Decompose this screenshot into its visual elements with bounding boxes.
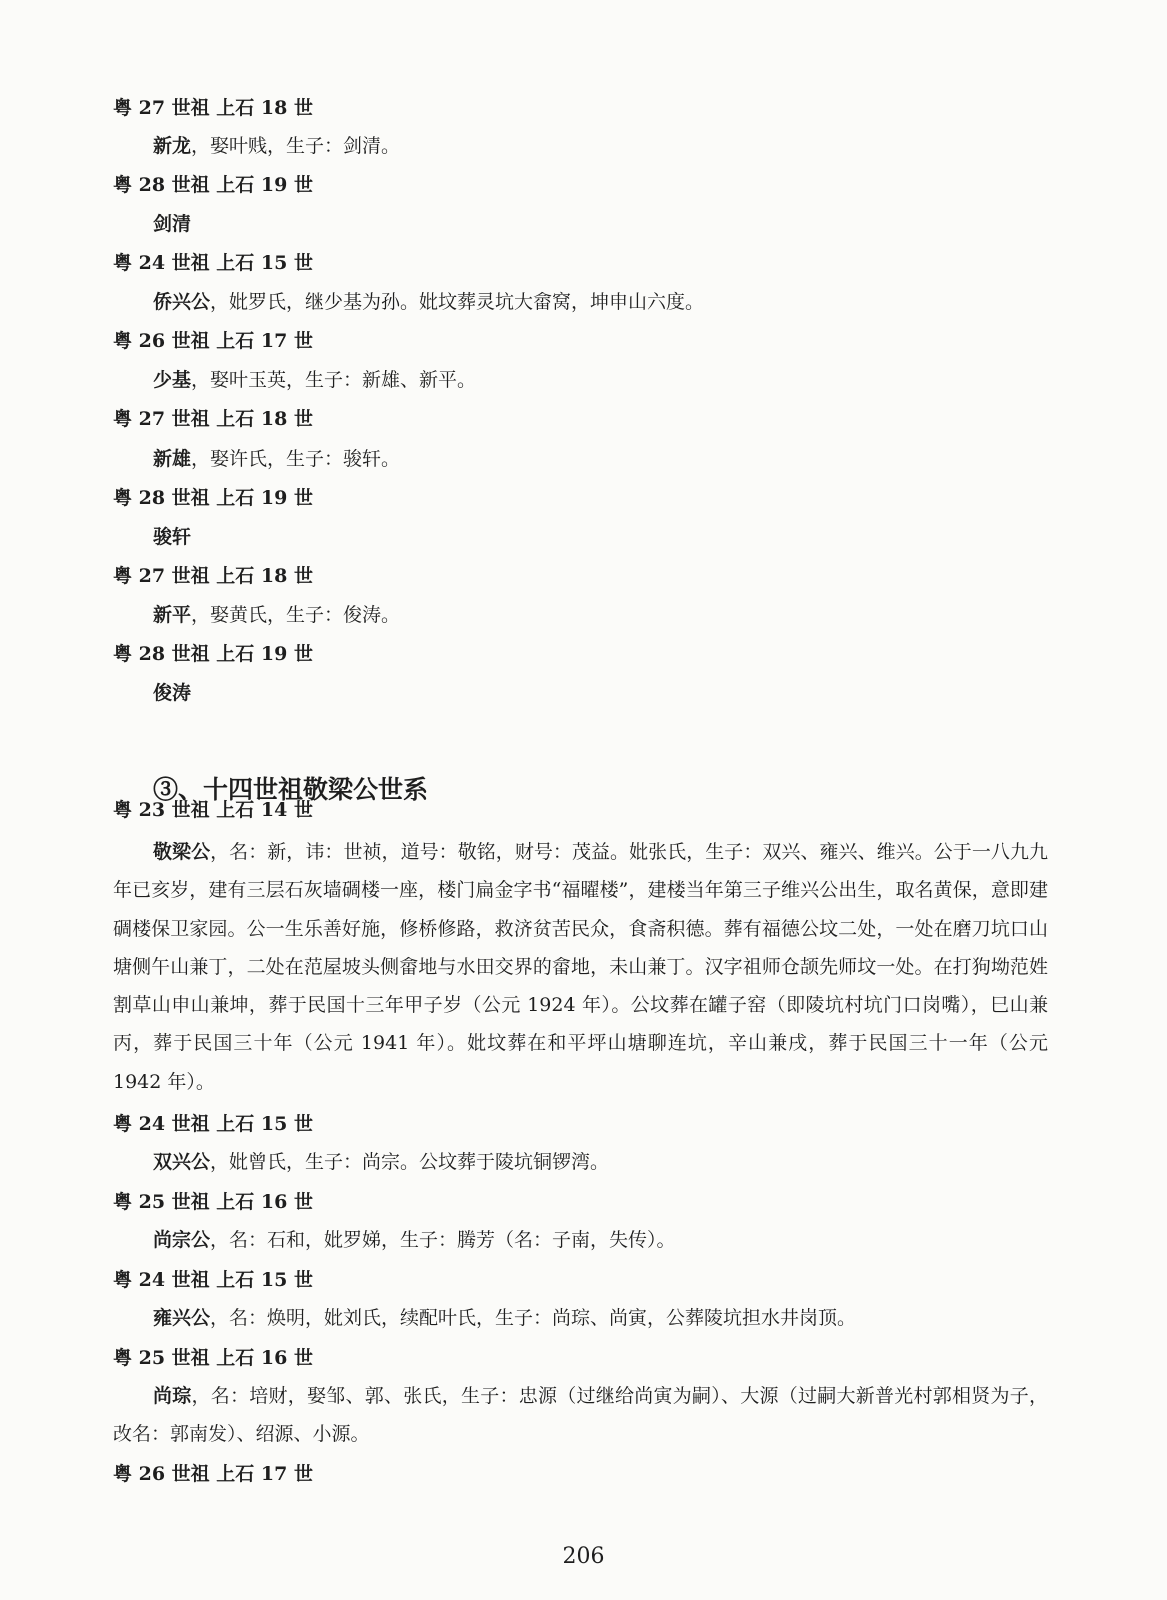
paragraph-text: ，名：焕明，妣刘氏，续配叶氏，生子：尚琮、尚寅，公葬陵坑担水井岗顶。 <box>210 1307 857 1329</box>
paragraph <box>113 1299 1048 1337</box>
generation-label: 粤 27 世祖 上石 18 世 <box>113 408 313 430</box>
person-name: 新龙 <box>153 135 192 157</box>
paragraph-text: ，名：石和，妣罗娣，生子：腾芳（名：子南，失传）。 <box>210 1229 676 1251</box>
person-name: 俊涛 <box>153 682 192 704</box>
paragraph <box>113 833 1048 1101</box>
generation-label: 粤 23 世祖 上石 14 世 <box>113 799 313 821</box>
paragraph-text: ，名：培财，娶邹、郭、张氏，生子：忠源（过继给尚寅为嗣）、大源（过嗣大新普光村郭相贤为子，改名：郭南发）、绍源、小源。 <box>113 1385 1048 1446</box>
generation-label: 粤 27 世祖 上石 18 世 <box>113 97 313 119</box>
entry-line <box>153 134 400 158</box>
generation-label: 粤 28 世祖 上石 19 世 <box>113 487 313 509</box>
generation-label: 粤 25 世祖 上石 16 世 <box>113 1191 313 1213</box>
entry-line <box>153 290 704 314</box>
page-number: 206 <box>562 1544 605 1569</box>
generation-label: 粤 24 世祖 上石 15 世 <box>113 1113 313 1135</box>
entry-text: ，娶叶玉英，生子：新雄、新平。 <box>191 369 477 391</box>
person-name: 尚琮 <box>153 1385 192 1407</box>
generation-label: 粤 24 世祖 上石 15 世 <box>113 1269 313 1291</box>
generation-label: 粤 28 世祖 上石 19 世 <box>113 643 313 665</box>
entry-text: ，娶许氏，生子：骏轩。 <box>191 448 401 470</box>
person-name: 新平 <box>153 604 192 626</box>
generation-label: 粤 28 世祖 上石 19 世 <box>113 174 313 196</box>
paragraph-text: ，妣曾氏，生子：尚宗。公坟葬于陵坑铜锣湾。 <box>210 1151 610 1173</box>
person-name: 侨兴公 <box>153 291 211 313</box>
entry-line <box>153 525 191 549</box>
person-name: 尚宗公 <box>153 1229 211 1251</box>
generation-label: 粤 24 世祖 上石 15 世 <box>113 252 313 274</box>
entry-text: ，妣罗氏，继少基为孙。妣坟葬灵坑大畲窝，坤申山六度。 <box>210 291 705 313</box>
paragraph <box>113 1377 1048 1454</box>
person-name: 双兴公 <box>153 1151 211 1173</box>
entry-line <box>153 368 476 392</box>
person-name: 骏轩 <box>153 526 192 548</box>
paragraph <box>113 1221 1048 1259</box>
generation-label: 粤 27 世祖 上石 18 世 <box>113 565 313 587</box>
paragraph <box>113 1143 1048 1181</box>
person-name: 雍兴公 <box>153 1307 211 1329</box>
entry-line <box>153 447 400 471</box>
entry-text: ，娶叶贱，生子：剑清。 <box>191 135 401 157</box>
person-name: 敬梁公 <box>153 841 211 863</box>
entry-line <box>153 212 191 236</box>
generation-label: 粤 25 世祖 上石 16 世 <box>113 1347 313 1369</box>
entry-line <box>153 681 191 705</box>
person-name: 剑清 <box>153 213 192 235</box>
generation-label: 粤 26 世祖 上石 17 世 <box>113 330 313 352</box>
section-heading: ③、十四世祖敬梁公世系 <box>153 775 429 804</box>
person-name: 少基 <box>153 369 192 391</box>
generation-label: 粤 26 世祖 上石 17 世 <box>113 1463 313 1485</box>
paragraph-text: ，名：新，讳：世祯，道号：敬铭，财号：茂益。妣张氏，生子：双兴、雍兴、维兴。公于一八九九年已亥岁，建有三层石灰墙碉楼一座，楼门扁金字书“福曜楼”，建楼当年第三子维兴公出生，取名黄保，意即建碉楼保卫家园。公一生乐善好施，修桥修路，救济贫苦民众，食斋积德。葬有福德公坟二处，一处在磨刀坑口山塘侧午山兼丁，二处在范屋坡头侧畲地与水田交界的畲地，未山兼丁。汉字祖师仓颉先师坟一处。在打狗坳范姓割草山申山兼坤，葬于民国十三年甲子岁（公元 1924 年）。公坟葬在罐子窑（即陵坑村坑门口岗嘴），巳山兼丙，葬于民国三十年（公元 1941 年）。妣坟葬在和平坪山塘聊连坑，辛山兼戌，葬于民国三十一年（公元 1942 年）。 <box>113 841 1048 1093</box>
entry-line <box>153 603 400 627</box>
person-name: 新雄 <box>153 448 192 470</box>
entry-text: ，娶黄氏，生子：俊涛。 <box>191 604 401 626</box>
